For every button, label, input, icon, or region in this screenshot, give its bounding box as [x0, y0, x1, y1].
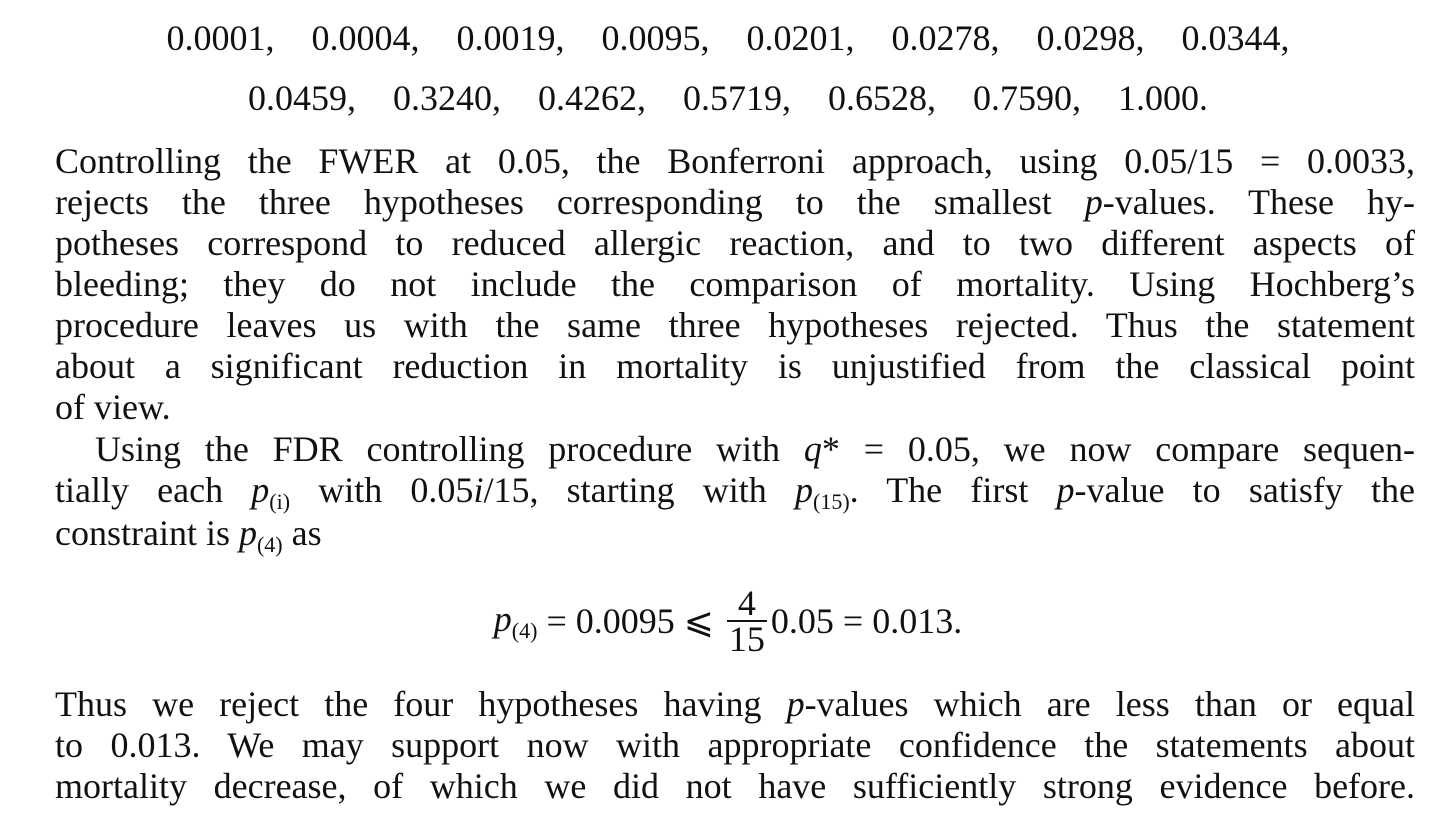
italic-q: q: [803, 429, 822, 469]
italic-p: p: [795, 470, 813, 510]
paragraph-1-line-7: of view.: [55, 387, 171, 427]
equation-rhs: 0.05 = 0.013.: [770, 601, 963, 641]
pvalue: 0.6528,: [828, 78, 936, 118]
text-run: Using the FDR controlling procedure with: [95, 429, 804, 469]
text-run: -value to satisfy the: [1074, 470, 1416, 510]
italic-i: i: [473, 470, 484, 510]
paragraph-1-line-6: about a significant reduction in mortality is unjustified from the classical point: [55, 346, 1415, 386]
paragraph-1-line-5: procedure leaves us with the same three hypotheses rejected. Thus the statement: [55, 305, 1415, 345]
pvalue: 0.7590,: [973, 78, 1081, 118]
text-run: -values which are less than or equal: [804, 684, 1415, 724]
paragraph-3-line-1: [55, 684, 1415, 725]
pvalue: 0.0344,: [1181, 18, 1290, 58]
fraction-numerator: 4: [737, 583, 756, 623]
paragraph-1-line-1: Controlling the FWER at 0.05, the Bonferroni approach, using 0.05/15 = 0.0033,: [55, 141, 1415, 181]
text-run: rejects the three hypotheses corresponding to the smallest: [55, 182, 1085, 222]
subscript: (4): [256, 532, 283, 558]
fraction: [727, 583, 767, 659]
pvalue: 0.0095,: [601, 18, 710, 58]
fraction-denominator: 15: [728, 619, 765, 659]
text-run: with 0.05: [290, 470, 474, 510]
text-run: Thus we reject the four hypotheses having: [55, 684, 787, 724]
pvalue-list-row-2: [0, 78, 1456, 119]
paragraph-3-line-3: mortality decrease, of which we did not have sufficiently strong evidence before.: [55, 766, 1415, 806]
italic-p: p: [786, 684, 805, 724]
text-run: -values. These hy-: [1102, 182, 1415, 222]
pvalue: 0.3240,: [393, 78, 501, 118]
pvalue: 1.000.: [1118, 78, 1208, 118]
italic-p: p: [493, 598, 512, 639]
pvalue: 0.0298,: [1036, 18, 1145, 58]
pvalue: 0.0201,: [746, 18, 855, 58]
subscript: (4): [511, 618, 538, 644]
subscript: (15): [813, 489, 850, 515]
pvalue: 0.0459,: [248, 78, 356, 118]
paragraph-1-line-3: potheses correspond to reduced allergic reaction, and to two different aspects of: [55, 223, 1415, 263]
text-run: * = 0.05, we now compare sequen-: [821, 429, 1415, 469]
italic-p: p: [251, 470, 270, 510]
equation-middle: = 0.0095 ⩽: [537, 601, 723, 641]
pvalue: 0.5719,: [683, 78, 791, 118]
pvalue: 0.0278,: [891, 18, 1000, 58]
pvalue-list-row-1: [0, 18, 1456, 59]
paragraph-3-line-2: to 0.013. We may support now with appropriate confidence the statements about: [55, 725, 1415, 765]
text-run: /15, starting with: [483, 470, 795, 510]
italic-p: p: [238, 513, 257, 553]
paragraph-2-line-1: [95, 429, 1415, 470]
italic-p: p: [1084, 182, 1103, 222]
text-run: tially each: [55, 470, 252, 510]
pvalue: 0.4262,: [538, 78, 646, 118]
subscript: (i): [269, 489, 291, 515]
text-run: constraint is: [55, 513, 239, 553]
pvalue: 0.0019,: [456, 18, 565, 58]
paragraph-1-line-4: bleeding; they do not include the comparison of mortality. Using Hochberg’s: [55, 264, 1415, 304]
equation-lhs: [494, 598, 538, 644]
paragraph-2-line-3: [55, 513, 1415, 565]
paragraph-1-line-2: [55, 182, 1415, 223]
display-equation: [0, 578, 1456, 664]
italic-p: p: [1056, 470, 1075, 510]
pvalue: 0.0001,: [166, 18, 275, 58]
pvalue: 0.0004,: [311, 18, 420, 58]
text-run: . The first: [849, 470, 1057, 510]
text-run: as: [282, 513, 322, 553]
